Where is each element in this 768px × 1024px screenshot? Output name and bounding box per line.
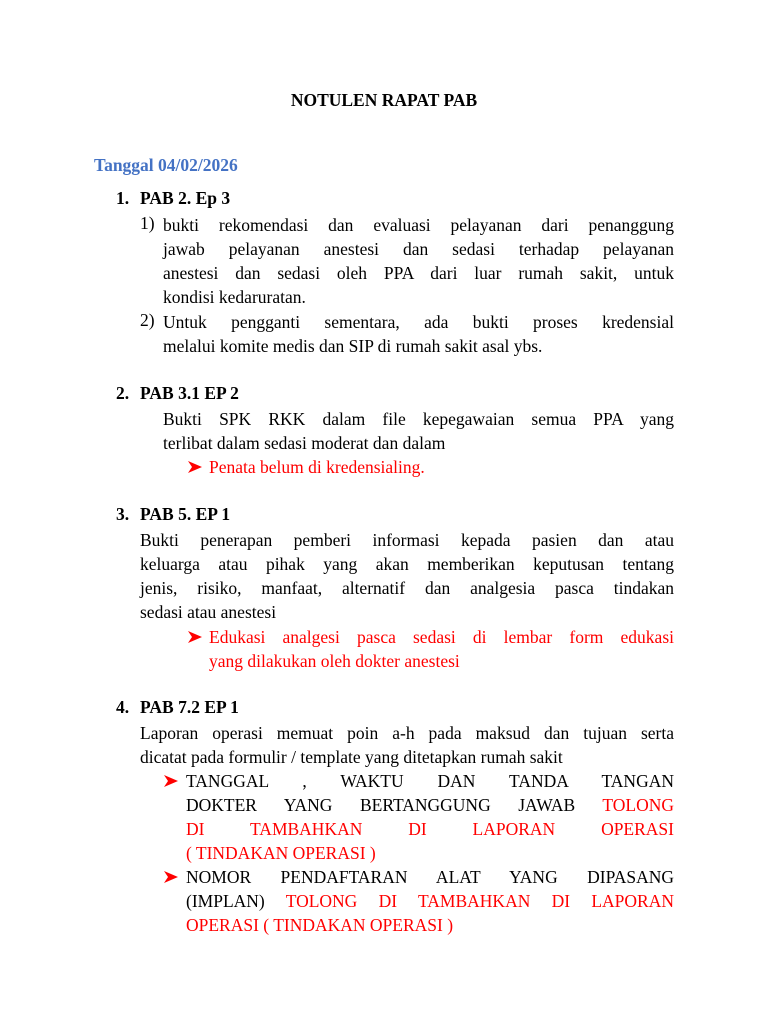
arrowhead-bullet-icon	[163, 865, 181, 889]
item-number: 3.	[116, 504, 130, 524]
text-line: dicatat pada formulir / template yang ditetapkan rumah sakit	[140, 747, 563, 767]
item-heading: PAB 3.1 EP 2	[140, 383, 239, 403]
item-number: 4.	[116, 697, 130, 717]
text-line: ( TINDAKAN OPERASI )	[186, 843, 376, 863]
text-segment: (IMPLAN)	[186, 891, 286, 911]
text-segment-red: TOLONG DI TAMBAHKAN DI LAPORAN	[285, 891, 674, 911]
sub-item-text	[163, 310, 674, 358]
text-line: terlibat dalam sedasi moderat dan dalam	[163, 433, 446, 453]
text-segment: DOKTER YANG BERTANGGUNG JAWAB	[186, 795, 603, 815]
item-number: 1.	[116, 188, 130, 208]
item-description	[163, 407, 674, 455]
item-heading: PAB 5. EP 1	[140, 504, 231, 524]
text-line: kondisi kedaruratan.	[163, 287, 306, 307]
text-line: Laporan operasi memuat poin a-h pada maksud dan tujuan serta	[140, 723, 674, 743]
review-note	[209, 625, 674, 673]
text-line: jenis, risiko, manfaat, alternatif dan analgesia pasca tindakan	[140, 578, 674, 598]
arrowhead-bullet-icon	[187, 455, 205, 479]
text-line: TANGGAL , WAKTU DAN TANDA TANGAN	[186, 771, 674, 791]
text-line: sedasi atau anestesi	[140, 602, 277, 622]
text-line: Untuk pengganti sementara, ada bukti proses kredensial	[163, 312, 674, 332]
review-note	[186, 769, 674, 865]
text-line: bukti rekomendasi dan evaluasi pelayanan dari penanggung	[163, 215, 674, 235]
text-line: keluarga atau pihak yang akan memberikan keputusan tentang	[140, 554, 674, 574]
meeting-date: Tanggal 04/02/2026	[94, 155, 238, 175]
text-line: jawab pelayanan anestesi dan sedasi terhadap pelayanan	[163, 239, 674, 259]
document-title: NOTULEN RAPAT PAB	[290, 90, 478, 110]
text-line: DI TAMBAHKAN DI LAPORAN OPERASI	[186, 819, 674, 839]
text-line: Penata belum di kredensialing.	[209, 457, 425, 477]
item-description	[140, 528, 674, 624]
item-heading: PAB 2. Ep 3	[140, 188, 231, 208]
text-line: melalui komite medis dan SIP di rumah sakit asal ybs.	[163, 336, 543, 356]
review-note	[209, 455, 425, 479]
text-line: Edukasi analgesi pasca sedasi di lembar form edukasi	[209, 627, 674, 647]
text-line	[186, 889, 674, 913]
review-note	[186, 865, 674, 937]
text-line: Bukti penerapan pemberi informasi kepada pasien dan atau	[140, 530, 674, 550]
text-line: NOMOR PENDAFTARAN ALAT YANG DIPASANG	[186, 867, 674, 887]
arrowhead-bullet-icon	[163, 769, 181, 793]
text-line	[186, 793, 674, 817]
item-number: 2.	[116, 383, 130, 403]
sub-item-number: 2)	[140, 310, 155, 330]
item-heading: PAB 7.2 EP 1	[140, 697, 239, 717]
text-segment-red: TOLONG	[602, 795, 674, 815]
item-description	[140, 721, 674, 769]
text-line: anestesi dan sedasi oleh PPA dari luar rumah sakit, untuk	[163, 263, 674, 283]
sub-item-text	[163, 213, 674, 309]
sub-item-number: 1)	[140, 213, 155, 233]
text-line: yang dilakukan oleh dokter anestesi	[209, 651, 460, 671]
text-line: Bukti SPK RKK dalam file kepegawaian semua PPA yang	[163, 409, 674, 429]
text-line: OPERASI ( TINDAKAN OPERASI )	[186, 915, 454, 935]
arrowhead-bullet-icon	[187, 625, 205, 649]
